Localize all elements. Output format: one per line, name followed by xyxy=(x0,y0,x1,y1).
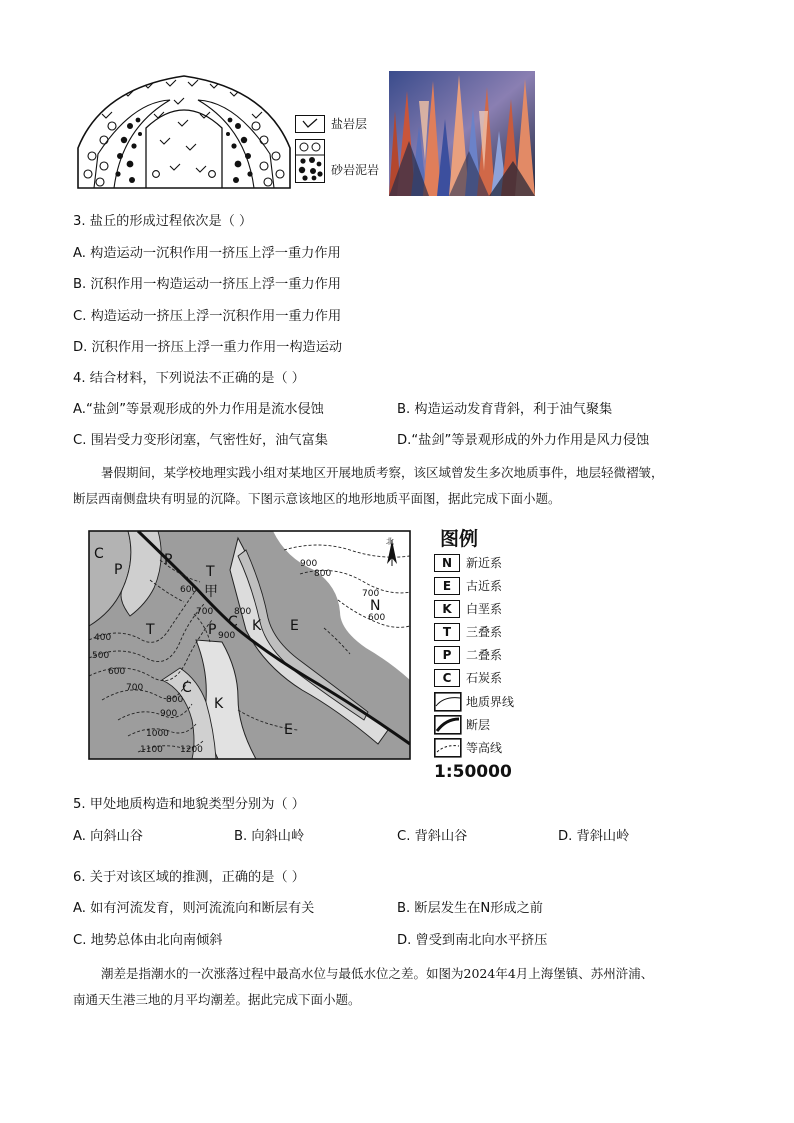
legend-label-t: 三叠系 xyxy=(466,625,503,639)
q4-option-a[interactable]: A.“盐剑”等景观形成的外力作用是流水侵蚀 xyxy=(73,402,324,417)
label-e-ne: E xyxy=(290,618,299,634)
salt-sword-photo xyxy=(389,71,535,196)
legend-label-fault: 断层 xyxy=(466,718,491,732)
contour-value: 1200 xyxy=(180,745,203,755)
q4-option-c[interactable]: C. 围岩受力变形闭塞，气密性好，油气富集 xyxy=(73,433,328,448)
contour-value: 900 xyxy=(160,709,178,719)
label-c-center: C xyxy=(228,614,238,630)
legend-label-c: 石炭系 xyxy=(466,671,503,685)
salt-dome-diagram xyxy=(74,70,304,192)
contour-value: 900 xyxy=(218,631,236,641)
map-scale: 1:50000 xyxy=(434,762,512,782)
q5-option-b[interactable]: B. 向斜山岭 xyxy=(234,829,305,844)
geologic-boundary-icon xyxy=(434,692,462,712)
q5-stem: 5. 甲处地质构造和地貌类型分别为（ ） xyxy=(73,797,305,812)
passage-1-line-1: 暑假期间，某学校地理实践小组对某地区开展地质考察，该区域曾发生多次地质事件，地层轻微褶皱， xyxy=(101,465,664,480)
legend-label-n: 新近系 xyxy=(466,556,503,570)
label-t-n: T xyxy=(206,564,215,580)
north-label: 北 xyxy=(386,537,394,546)
legend-symbol-n: N xyxy=(434,554,460,572)
q3-option-c[interactable]: C. 构造运动一挤压上浮一沉积作用一重力作用 xyxy=(73,309,342,324)
label-n: N xyxy=(370,598,381,614)
figure1-legend xyxy=(295,115,385,195)
q4-option-d[interactable]: D.“盐剑”等景观形成的外力作用是风力侵蚀 xyxy=(397,433,650,448)
sand-mud-rock-symbol-icon xyxy=(295,139,325,183)
fault-icon xyxy=(434,715,462,735)
contour-value: 600 xyxy=(180,585,198,595)
map-legend-title: 图例 xyxy=(440,528,479,550)
passage-2 xyxy=(73,961,733,1013)
contour-value: 1100 xyxy=(140,745,163,755)
q6-option-a[interactable]: A. 如有河流发育，则河流流向和断层有关 xyxy=(73,901,315,916)
legend-symbol-e: E xyxy=(434,577,460,595)
q6-stem: 6. 关于对该区域的推测，正确的是（ ） xyxy=(73,870,305,885)
q3-option-a[interactable]: A. 构造运动一沉积作用一挤压上浮一重力作用 xyxy=(73,246,341,261)
contour-value: 600 xyxy=(368,613,386,623)
label-p-nw: P xyxy=(114,562,123,578)
q4-option-b[interactable]: B. 构造运动发育背斜，利于油气聚集 xyxy=(397,402,613,417)
contour-value: 700 xyxy=(196,607,214,617)
contour-line-icon xyxy=(434,738,462,758)
contour-value: 600 xyxy=(108,667,126,677)
contour-value: 500 xyxy=(92,651,110,661)
passage-2-line-2: 南通天生港三地的月平均潮差。据此完成下面小题。 xyxy=(73,992,361,1007)
legend-symbol-t: T xyxy=(434,623,460,641)
salt-rock-symbol-icon xyxy=(295,115,325,133)
contour-value: 900 xyxy=(300,559,318,569)
legend-label-salt: 盐岩层 xyxy=(331,117,368,131)
label-k-center: K xyxy=(252,618,262,634)
contour-value: 700 xyxy=(126,683,144,693)
legend-label-k: 白垩系 xyxy=(466,602,503,616)
label-t-w: T xyxy=(146,622,155,638)
passage-1-line-2: 断层西南侧盘块有明显的沉降。下图示意该地区的地形地质平面图，据此完成下面小题。 xyxy=(73,491,561,506)
contour-value: 800 xyxy=(166,695,184,705)
passage-1 xyxy=(73,460,733,512)
q4-stem: 4. 结合材料，下列说法不正确的是（ ） xyxy=(73,371,305,386)
q5-option-d[interactable]: D. 背斜山岭 xyxy=(558,829,630,844)
q6-option-c[interactable]: C. 地势总体由北向南倾斜 xyxy=(73,933,223,948)
label-jia: 甲 xyxy=(204,584,218,600)
q5-option-c[interactable]: C. 背斜山谷 xyxy=(397,829,468,844)
label-e-se: E xyxy=(284,722,293,738)
contour-value: 800 xyxy=(234,607,252,617)
contour-value: 700 xyxy=(362,589,380,599)
passage-2-line-1: 潮差是指潮水的一次涨落过程中最高水位与最低水位之差。如图为2024年4月上海堡镇、苏州浒浦、 xyxy=(101,966,654,981)
legend-label-sand-mud: 砂岩泥岩 xyxy=(331,163,380,177)
q5-option-a[interactable]: A. 向斜山谷 xyxy=(73,829,143,844)
legend-label-e: 古近系 xyxy=(466,579,503,593)
q6-option-d[interactable]: D. 曾受到南北向水平挤压 xyxy=(397,933,548,948)
legend-symbol-c: C xyxy=(434,669,460,687)
q6-option-b[interactable]: B. 断层发生在N形成之前 xyxy=(397,901,543,916)
contour-value: 400 xyxy=(94,633,112,643)
label-p-center: P xyxy=(208,622,217,638)
geologic-map xyxy=(88,530,411,760)
legend-label-contour: 等高线 xyxy=(466,741,503,755)
legend-symbol-p: P xyxy=(434,646,460,664)
contour-value: 800 xyxy=(314,569,332,579)
legend-label-boundary: 地质界线 xyxy=(466,695,515,709)
q3-option-d[interactable]: D. 沉积作用一挤压上浮一重力作用一构造运动 xyxy=(73,340,343,355)
label-c-sw: C xyxy=(182,680,192,696)
legend-label-p: 二叠系 xyxy=(466,648,503,662)
q3-stem: 3. 盐丘的形成过程依次是（ ） xyxy=(73,214,253,229)
contour-value: 1000 xyxy=(146,729,169,739)
map-legend xyxy=(432,524,542,784)
q3-option-b[interactable]: B. 沉积作用一构造运动一挤压上浮一重力作用 xyxy=(73,277,341,292)
label-c-nw: C xyxy=(94,546,104,562)
legend-symbol-k: K xyxy=(434,600,460,618)
label-p-n: P xyxy=(164,552,173,568)
label-k-sw: K xyxy=(214,696,224,712)
